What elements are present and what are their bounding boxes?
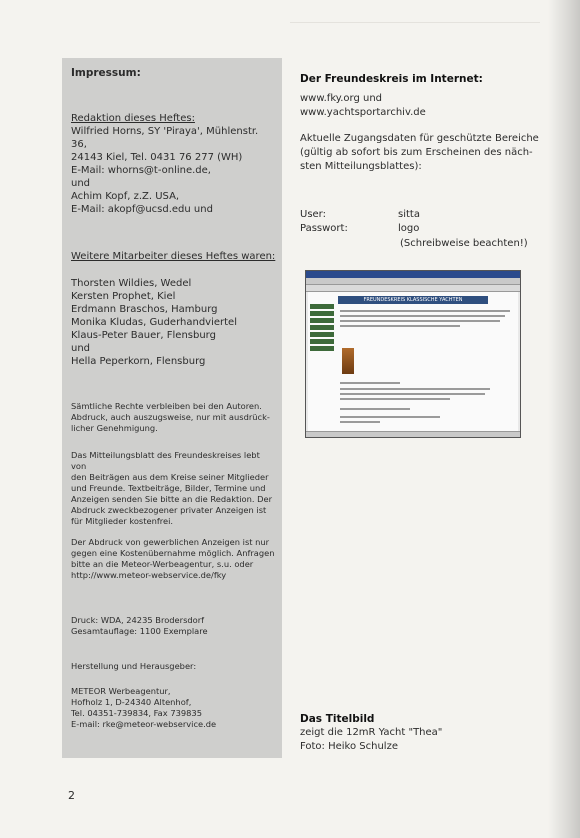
website-banner: FREUNDESKREIS KLASSISCHE YACHTEN [338, 296, 488, 304]
titelbild-title: Das Titelbild [300, 713, 375, 725]
mitarbeiter-line: Thorsten Wildies, Wedel [71, 278, 192, 289]
redaktion-section [71, 112, 276, 216]
passwort-value: logo [398, 223, 420, 234]
mitteilungsblatt-line: den Beiträgen aus dem Kreise seiner Mitglieder [71, 472, 269, 482]
mitarbeiter-heading: Weitere Mitarbeiter dieses Heftes waren: [71, 251, 276, 262]
browser-statusbar [306, 431, 520, 437]
druck-line: Gesamtauflage: 1100 Exemplare [71, 626, 208, 636]
passwort-label: Passwort: [300, 223, 348, 234]
mitteilungsblatt-line: für Mitglieder kostenfrei. [71, 516, 174, 526]
mitarbeiter-line: und [71, 343, 91, 354]
mitteilungsblatt-section [71, 450, 276, 527]
titelbild-section [300, 712, 545, 754]
rechte-line: Sämtliche Rechte verbleiben bei den Autoren. [71, 401, 262, 411]
browser-addressbar [306, 285, 520, 292]
schreibweise-note: (Schreibweise beachten!) [400, 238, 528, 249]
rechte-line: licher Genehmigung. [71, 423, 158, 433]
website-screenshot [305, 270, 521, 438]
anzeigen-url[interactable]: http://www.meteor-webservice.de/fky [71, 570, 227, 580]
anzeigen-line: gegen eine Kostenübernahme möglich. Anfragen [71, 548, 275, 558]
redaktion-line: und [71, 178, 91, 189]
redaktion-line: E-Mail: whorns@t-online.de, [71, 165, 211, 176]
zugang-line: sten Mitteilungsblattes): [300, 161, 422, 172]
zugang-line: (gültig ab sofort bis zum Erscheinen des näch- [300, 147, 533, 158]
meteor-address [71, 686, 276, 730]
mitarbeiter-section [71, 250, 276, 368]
anzeigen-section [71, 537, 276, 581]
page-number: 2 [68, 789, 75, 802]
boat-photo-thumbnail [342, 348, 354, 374]
meteor-line: METEOR Werbeagentur, [71, 686, 171, 696]
meteor-line: Tel. 04351-739834, Fax 739835 [71, 708, 202, 718]
zugang-line: Aktuelle Zugangsdaten für geschützte Bereiche [300, 133, 539, 144]
meteor-line: Hofholz 1, D-24340 Altenhof, [71, 697, 192, 707]
internet-section [300, 72, 545, 174]
meteor-email[interactable]: E-mail: rke@meteor-webservice.de [71, 719, 217, 729]
mitarbeiter-line: Kersten Prophet, Kiel [71, 291, 176, 302]
titelbild-line: Foto: Heiko Schulze [300, 741, 398, 752]
mitteilungsblatt-line: und Freunde. Textbeiträge, Bilder, Termine und [71, 483, 266, 493]
mitarbeiter-line: Erdmann Braschos, Hamburg [71, 304, 218, 315]
druck-section [71, 615, 276, 637]
url-fky[interactable]: www.fky.org und [300, 93, 383, 104]
druck-line: Druck: WDA, 24235 Brodersdorf [71, 615, 205, 625]
redaktion-heading: Redaktion dieses Heftes: [71, 113, 195, 124]
anzeigen-line: Der Abdruck von gewerblichen Anzeigen ist nur [71, 537, 270, 547]
mitteilungsblatt-line: Anzeigen senden Sie bitte an die Redaktion. Der [71, 494, 273, 504]
redaktion-line: 24143 Kiel, Tel. 0431 76 277 (WH) [71, 152, 243, 163]
mitarbeiter-line: Monika Kludas, Guderhandviertel [71, 317, 237, 328]
website-nav [310, 304, 334, 353]
mitarbeiter-line: Klaus-Peter Bauer, Flensburg [71, 330, 216, 341]
titelbild-line: zeigt die 12mR Yacht "Thea" [300, 727, 443, 738]
anzeigen-line: bitte an die Meteor-Werbeagentur, s.u. oder [71, 559, 254, 569]
website-content [308, 292, 518, 431]
internet-title: Der Freundeskreis im Internet: [300, 73, 483, 85]
impressum-box [62, 58, 282, 758]
mitteilungsblatt-line: Das Mitteilungsblatt des Freundeskreises lebt von [71, 450, 260, 471]
mitarbeiter-line: Hella Peperkorn, Flensburg [71, 356, 206, 367]
redaktion-line: Achim Kopf, z.Z. USA, [71, 191, 180, 202]
browser-titlebar [306, 271, 520, 278]
book-spine-shadow [548, 0, 580, 838]
redaktion-line: Wilfried Horns, SY 'Piraya', Mühlenstr. 36, [71, 126, 259, 150]
rechte-line: Abdruck, auch auszugsweise, nur mit ausdrück- [71, 412, 270, 422]
rechte-section [71, 401, 276, 434]
herstellung-label: Herstellung und Herausgeber: [71, 661, 197, 671]
url-yachtsportarchiv[interactable]: www.yachtsportarchiv.de [300, 107, 426, 118]
redaktion-line: E-Mail: akopf@ucsd.edu und [71, 204, 213, 215]
user-value: sitta [398, 209, 420, 220]
user-label: User: [300, 209, 326, 220]
browser-toolbar [306, 278, 520, 285]
mitteilungsblatt-line: Abdruck zweckbezogener privater Anzeigen ist [71, 505, 267, 515]
bleed-through-line [290, 22, 540, 33]
impressum-title: Impressum: [71, 67, 141, 79]
